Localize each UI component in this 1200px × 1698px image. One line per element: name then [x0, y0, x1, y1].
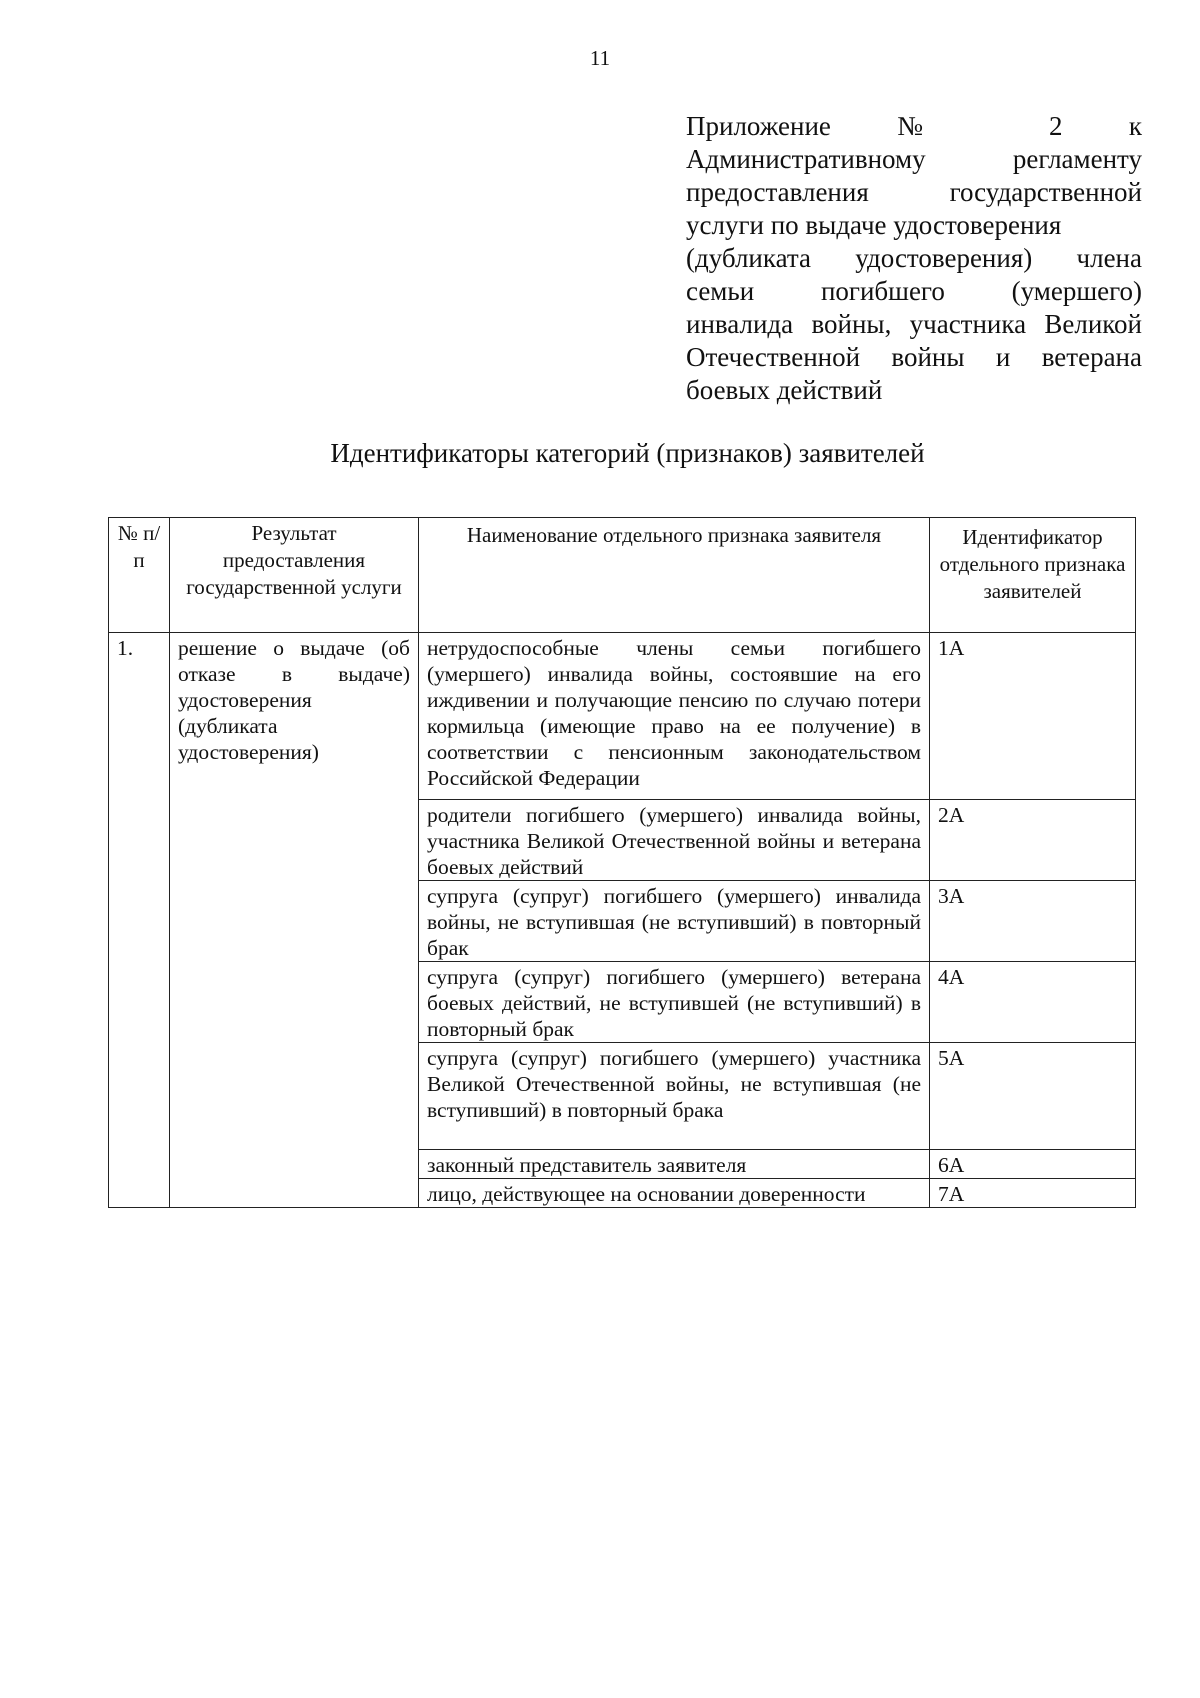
appendix-line: инвалида войны, участника Великой	[686, 309, 1142, 339]
appendix-line: боевых действий	[686, 375, 883, 405]
appendix-line: Приложение № 2 к	[686, 111, 1142, 141]
appendix-line: семьи погибшего (умершего)	[686, 276, 1142, 306]
identifier-cell: 3А	[930, 881, 1136, 962]
appendix-line: (дубликата удостоверения) члена	[686, 243, 1142, 273]
header-attribute-name: Наименование отдельного признака заявителя	[419, 518, 930, 633]
appendix-line: услуги по выдаче удостоверения	[686, 210, 1062, 240]
row-number-cell: 1.	[109, 633, 170, 1208]
appendix-line: Административному регламенту	[686, 144, 1142, 174]
identifier-cell: 6А	[930, 1150, 1136, 1179]
table-row	[109, 633, 1136, 800]
appendix-line: Отечественной войны и ветерана	[686, 342, 1142, 372]
applicant-categories-table	[108, 517, 1136, 1208]
header-identifier: Идентификатор отдельного признака заявителей	[930, 518, 1136, 633]
appendix-header	[686, 110, 1142, 407]
table-header-row	[109, 518, 1136, 633]
identifier-cell: 4А	[930, 962, 1136, 1043]
header-number: № п/п	[109, 518, 170, 633]
identifier-cell: 5А	[930, 1043, 1136, 1150]
page-number: 11	[589, 46, 611, 70]
identifier-cell: 7А	[930, 1179, 1136, 1208]
attribute-name-cell: супруга (супруг) погибшего (умершего) участника Великой Отечественной войны, не вступившая (не вступивший) в повторный брака	[419, 1043, 930, 1150]
attribute-name-cell: родители погибшего (умершего) инвалида войны, участника Великой Отечественной войны и ветерана боевых действий	[419, 800, 930, 881]
identifier-cell: 1А	[930, 633, 1136, 800]
document-title: Идентификаторы категорий (признаков) заявителей	[330, 438, 925, 468]
attribute-name-cell: супруга (супруг) погибшего (умершего) ветерана боевых действий, не вступившей (не вступивший) в повторный брак	[419, 962, 930, 1043]
attribute-name-cell: нетрудоспособные члены семьи погибшего (умершего) инвалида войны, состоявшие на его иждивении и получающие пенсию по случаю потери кормильца (имеющие право на ее получение) в соответствии с пенсионным законодательством Российской Федерации	[419, 633, 930, 800]
appendix-line: предоставления государственной	[686, 177, 1142, 207]
attribute-name-cell: лицо, действующее на основании доверенности	[419, 1179, 930, 1208]
header-result: Результат предоставления государственной услуги	[170, 518, 419, 633]
result-cell: решение о выдаче (об отказе в выдаче) удостоверения (дубликата удостоверения)	[170, 633, 419, 1208]
attribute-name-cell: законный представитель заявителя	[419, 1150, 930, 1179]
attribute-name-cell: супруга (супруг) погибшего (умершего) инвалида войны, не вступившая (не вступивший) в повторный брак	[419, 881, 930, 962]
identifier-cell: 2А	[930, 800, 1136, 881]
